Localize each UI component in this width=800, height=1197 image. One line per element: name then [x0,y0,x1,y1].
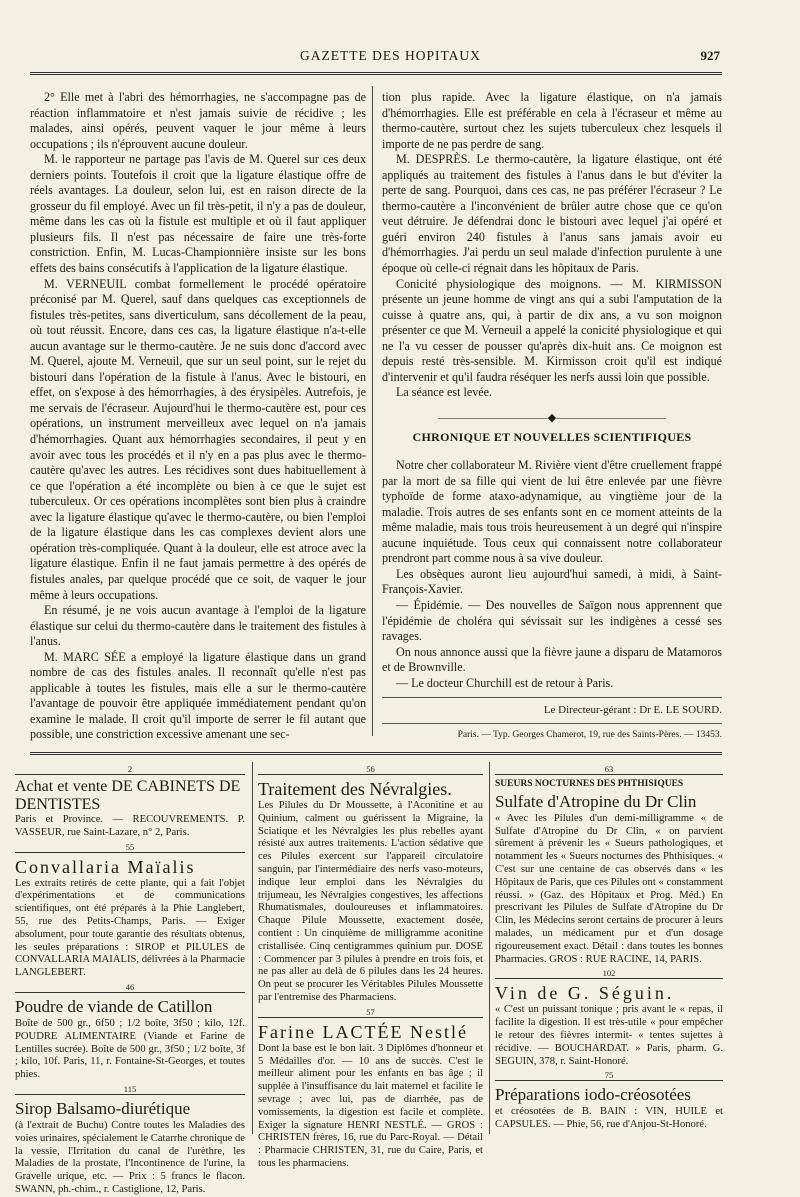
ad-text: Dont la base est le bon lait. 3 Diplômes d'honneur et 5 Médailles d'or. — 10 ans de succès. C'est le meilleur aliment pour les enfants en bas âge ; il supplée à l'insuffisance du lait maternel et facilite le sevrage ; avec lui, pas de diarrhée, pas de vomissements, la digestion est facile et complète. Exiger la signature HENRI NESTLÉ. — GROS : CHRISTEN frères, 16, rue du Parc-Royal. — Détail : Pharmacie CHRISTEN, 31, rue du Caire, Paris, et tous les pharmaciens. [258,1042,483,1169]
paragraph: tion plus rapide. Avec la ligature élastique, on n'a jamais d'hémorrhagies. Elle est préférable en cela à l'écraseur et même au thermo-cautère, surtout chez les sujets tuberculeux chez lesquels il importe de ne pas perdre de sang. [382,90,722,151]
header-rule [30,72,722,75]
page-header [30,48,720,70]
chronique-title: CHRONIQUE ET NOUVELLES SCIENTIFIQUES [412,430,692,445]
paragraph: M. DESPRÈS. Le thermo-cautère, la ligature élastique, ont été appliqués au traitement des fistules à l'anus dans le but d'éviter la perte de sang. Pourquoi, dans ces cas, ne pas préférer l'écraseur ? Le thermo-cautère a l'inconvénient de brûler autre chose que ce qu'on veut détruire. Je défendrai donc le bistouri avec lequel j'ai opéré et guéri environ 240 fistules à l'anus sans jamais avoir eu d'hémorrhagies. J'ai perdu un seul malade d'infection purulente à une époque où celle-ci régnait dans les hôpitaux de Paris. [382,152,722,276]
column-divider [372,86,373,736]
ad-heading: Sulfate d'Atropine du Dr Clin [495,791,697,811]
ad-number: 57 [258,1007,483,1018]
ad-number: 63 [495,764,723,775]
ad-number: 102 [495,968,723,979]
ad-block [15,982,245,1082]
ad-kicker: SUEURS NOCTURNES DES PHTHISIQUES [495,779,684,789]
ad-number: 55 [15,842,245,853]
paragraph: Les obsèques auront lieu aujourd'hui samedi, à midi, à Saint-François-Xavier. [382,566,722,597]
ad-heading: Achat et vente DE CABINETS DE DENTISTES [15,778,241,813]
ad-text: et créosotées de B. BAIN : VIN, HUILE et CAPSULES. — Phie, 56, rue d'Anjou-St-Honoré. [495,1106,723,1131]
ad-number: 46 [15,982,245,993]
ad-text: « Avec les Pilules d'un demi-milligramme « de Sulfate d'Atropine du Dr Clin, « on parvient sûrement à prévenir les « Sueurs pathologiques, et notamment les « Sueurs nocturnes des Phthisiques. « C'est sur une centaine de cas observés dans « les Hôpitaux de Paris, que ces Pilules ont « constamment réussi. » (Gaz. des Hôpitaux et Prog. Méd.) En prescrivant les Pilules de Sulfate d'Atropine du Dr Clin, les Médecins seront certains de procurer à leurs malades, un médicament pur et d'un dosage rigoureusement exact. Détail : dans toutes les bonnes Pharmacies. GROS : RUE RACINE, 14, PARIS. [495,812,723,965]
ad-column-3 [495,762,723,1132]
ad-text: Paris et Province. — RECOUVREMENTS. P. VASSEUR, rue Saint-Lazare, n° 2, Paris. [15,814,245,838]
paragraph: — Le docteur Churchill est de retour à Paris. [396,675,614,690]
ad-block [258,1007,483,1171]
paragraph: En résumé, je ne vois aucun avantage à l'emploi de la ligature élastique sur celui du thermo-cautère dans le traitement des fistules à l'anus. [30,603,366,649]
ad-text: « C'est un puissant tonique ; pris avant le « repas, il facilite la digestion. Il est très-utile « pour empêcher le retour des fièvres intermit- « tentes sujettes à récidive. — BOUCHARDAT. » Paris, pharm. G. SEGUIN, 378, r. Saint-Honoré. [495,1004,723,1067]
ad-heading: Convallaria Maïalis [15,856,196,877]
ad-block [15,842,245,980]
paragraph: — Épidémie. — Des nouvelles de Saïgon nous apprennent que l'épidémie de choléra qui sévissait sur les indigènes a cessé ses ravages. [382,597,722,644]
ad-text: (à l'extrait de Buchu) Contre toutes les Maladies des voies urinaires, spécialement le Catarrhe chronique de la vessie, l'Irritation du canal de l'urèthre, les Maladies de la prostate, l'Incontinence de l'urine, la Gravelle urique, etc. — Prix : 5 francs le flacon. SWANN, ph.-chim., r. Castiglione, 12, Paris. [15,1119,245,1195]
ad-heading: Farine LACTÉE Nestlé [258,1021,468,1042]
ads-rule [30,752,722,755]
advertisements [15,762,725,1195]
paragraph: M. MARC SÉE a employé la ligature élastique dans un grand nombre de cas des fistules anales. Il reconnaît qu'elle n'est pas applicable à toutes les fistules, mais elle a sur le thermo-cautère l'avantage de pouvoir être appliquée immédiatement pendant qu'on examine le malade. Il croit qu'il importe de serrer le fil autant que possible, une constriction excessive amenant une sec- [30,649,366,742]
printer-line: Paris. — Typ. Georges Chamerot, 19, rue des Saints-Pères. — 13453. [382,723,722,744]
ad-block [495,1070,723,1132]
ad-heading: Poudre de viande de Catillon [15,996,213,1016]
ad-divider [489,762,490,1134]
right-column [382,90,722,743]
paragraph: Conicité physiologique des moignons. — M. KIRMISSON présente un jeune homme de vingt ans qui a subi l'amputation de la cuisse à quatre ans, qui, à partir de dix ans, a vu son moignon présenter ce que M. Verneuil a appelé la conicité physiologique et qui ne l'a vu cesser de pousser qu'après dix-huit ans. Ce moignon est depuis resté très-sensible. M. Kirmisson croit qu'il est indiqué d'intervenir et qu'il faudra réséquer les nerfs aussi loin que possible. [382,276,722,384]
ad-heading: Préparations iodo-créosotées [495,1085,691,1105]
ad-number: 2 [15,764,245,775]
journal-title: GAZETTE DES HOPITAUX [300,48,481,63]
ad-number: 56 [258,764,483,775]
ad-divider [252,762,253,1134]
ad-block [258,764,483,1005]
ornament-divider: ——————————◆—————————— [437,411,667,424]
ad-heading: Vin de G. Séguin. [495,983,675,1004]
ad-number: 75 [495,1070,723,1081]
paragraph: Notre cher collaborateur M. Rivière vient d'être cruellement frappé par la mort de sa fille qui vient de lui être enlevée par une fièvre typhoïde de forme ataxo-adynamique, au vingtième jour de la maladie. Trois autres de ses enfants sont en ce moment atteints de la même maladie, mais tous trois heureusement à un degré qui n'inspire aucune inquiétude. Tous ceux qui connaissent notre collaborateur prendront part comme nous à sa vive douleur. [382,458,722,566]
ad-text: Boîte de 500 gr., 6f50 ; 1/2 boîte, 3f50 ; kilo, 12f. POUDRE ALIMENTAIRE (Viande et Farine de Lentilles sucrée). Boîte de 500 gr., 3f50 ; 1/2 boîte, 3f ; kilo, 10f. Paris, 11, r. Fontaine-St-Georges, et toutes phies. [15,1017,245,1081]
ad-block [15,764,245,840]
left-column [30,90,366,743]
ad-number: 115 [15,1084,245,1095]
paragraph: On nous annonce aussi que la fièvre jaune a disparu de Matamoros et de Brownville. [382,644,722,675]
ad-block [495,764,723,966]
ad-heading: Traitement des Névralgies. [258,779,452,799]
ad-column-1 [15,762,245,1197]
paragraph: 2° Elle met à l'abri des hémorrhagies, ne s'accompagne pas de réaction inflammatoire et n'est jamais suivie de récidive ; les malades, ainsi opérés, peuvent vaquer le jour même à leurs occupations ; ils n'éprouvent aucune douleur. [30,90,366,151]
ad-text: Les Pilules du Dr Moussette, à l'Aconitine et au Quinium, calment ou guérissent la Migraine, la Sciatique et les Névralgies les plus rebelles ayant résisté aux autres traitements. L'action sédative que ces Pilules exercent sur l'appareil circulatoire sanguin, par l'intermédiaire des nerfs vaso-moteurs, indique leur emploi dans les Névralgies du trijumeau, les Névralgies congestives, les affections Rhumatismales, douloureuses et inflammatoires. Chaque Pilule Moussette, exactement dosée, contient : Un cinquième de milligramme aconitine cristallisée. Cinq centigrammes quinium pur. DOSE : Commencer par 3 pilules à prendre en trois fois, et ne pas aller au delà de 6 pilules dans les 24 heures. On peut se procurer les Véritables Pilules Moussette par l'entremise des Pharmaciens. [258,800,483,1003]
page-number: 927 [700,48,720,63]
paragraph: M. le rapporteur ne partage pas l'avis de M. Querel sur ces deux derniers points. Toutefois il croit que la ligature élastique offre de réels avantages. La douleur, selon lui, est en raison directe de la grosseur du fil employé. Avec un fil très-petit, il n'y a pas de douleur, même dans les cas où la fistule est multiple et où il faut appliquer plusieurs fils. Il n'est pas nécessaire de faire une très-forte constriction. Enfin, M. Lucas-Championnière insiste sur les bons effets des bains consécutifs à l'application de la ligature élastique. [30,152,366,276]
ad-block [15,1084,245,1197]
ad-block [495,968,723,1068]
ad-heading: Sirop Balsamo-diurétique [15,1098,191,1118]
paragraph: M. VERNEUIL combat formellement le procédé opératoire préconisé par M. Querel, sauf dans quelques cas exceptionnels de fistules très-petites, sans diverticulum, sans décollement de la peau, où tout réussit. Encore, dans ces cas, la ligature élastique n'a-t-elle aucun avantage sur le thermo-cautère. Je ne suis donc d'accord avec M. Querel, ajoute M. Verneuil, que sur un seul point, sur le rejet du bistouri dans l'opération de la fistule à l'anus. Avec le bistouri, en effet, on s'expose à des hémorrhagies, à des érysipèles. Autrefois, je me servais de l'écraseur. Aujourd'hui le thermo-cautère est, pour ces opérations, un instrument merveilleux avec lequel on n'a jamais d'hémorrhagies. Quant aux hémorrhagies secondaires, il peut y en avoir avec tous les procédés et il n'y en a pas plus avec le thermo-cautère qu'avec les autres. Les récidives sont dues habituellement à ce que l'opération a été incomplète ou bien à ce que le sujet est tuberculeux. Or ces opérations incomplètes sont bien plus à craindre avec la ligature élastique qu'avec le thermo-cautère, ou bien l'emploi de la ligature élastique dans les cas complexes devient alors une opération très-compliquée. Quant à la douleur, elle est atroce avec la ligature élastique. Enfin il ne faut jamais permettre à des opérés de fistules anales, par quelque procédé que ce soit, de vaquer le jour même à leurs occupations. [30,276,366,602]
ad-text: Les extraits retirés de cette plante, qui a fait l'objet d'expérimentations et de communications scientifiques, ont été préparés à la Phie Langlebert, 55, rue des Petits-Champs, Paris. — Exiger absolument, pour toute garantie des résultats obtenus, les seules préparations : SIROP et PILULES de CONVALLARIA MAIALIS, délivrées à la Pharmacie LANGLEBERT. [15,877,245,979]
director-signature: Le Directeur-gérant : Dr E. LE SOURD. [382,697,722,719]
paragraph: La séance est levée. [396,385,493,400]
ad-column-2 [258,762,483,1171]
